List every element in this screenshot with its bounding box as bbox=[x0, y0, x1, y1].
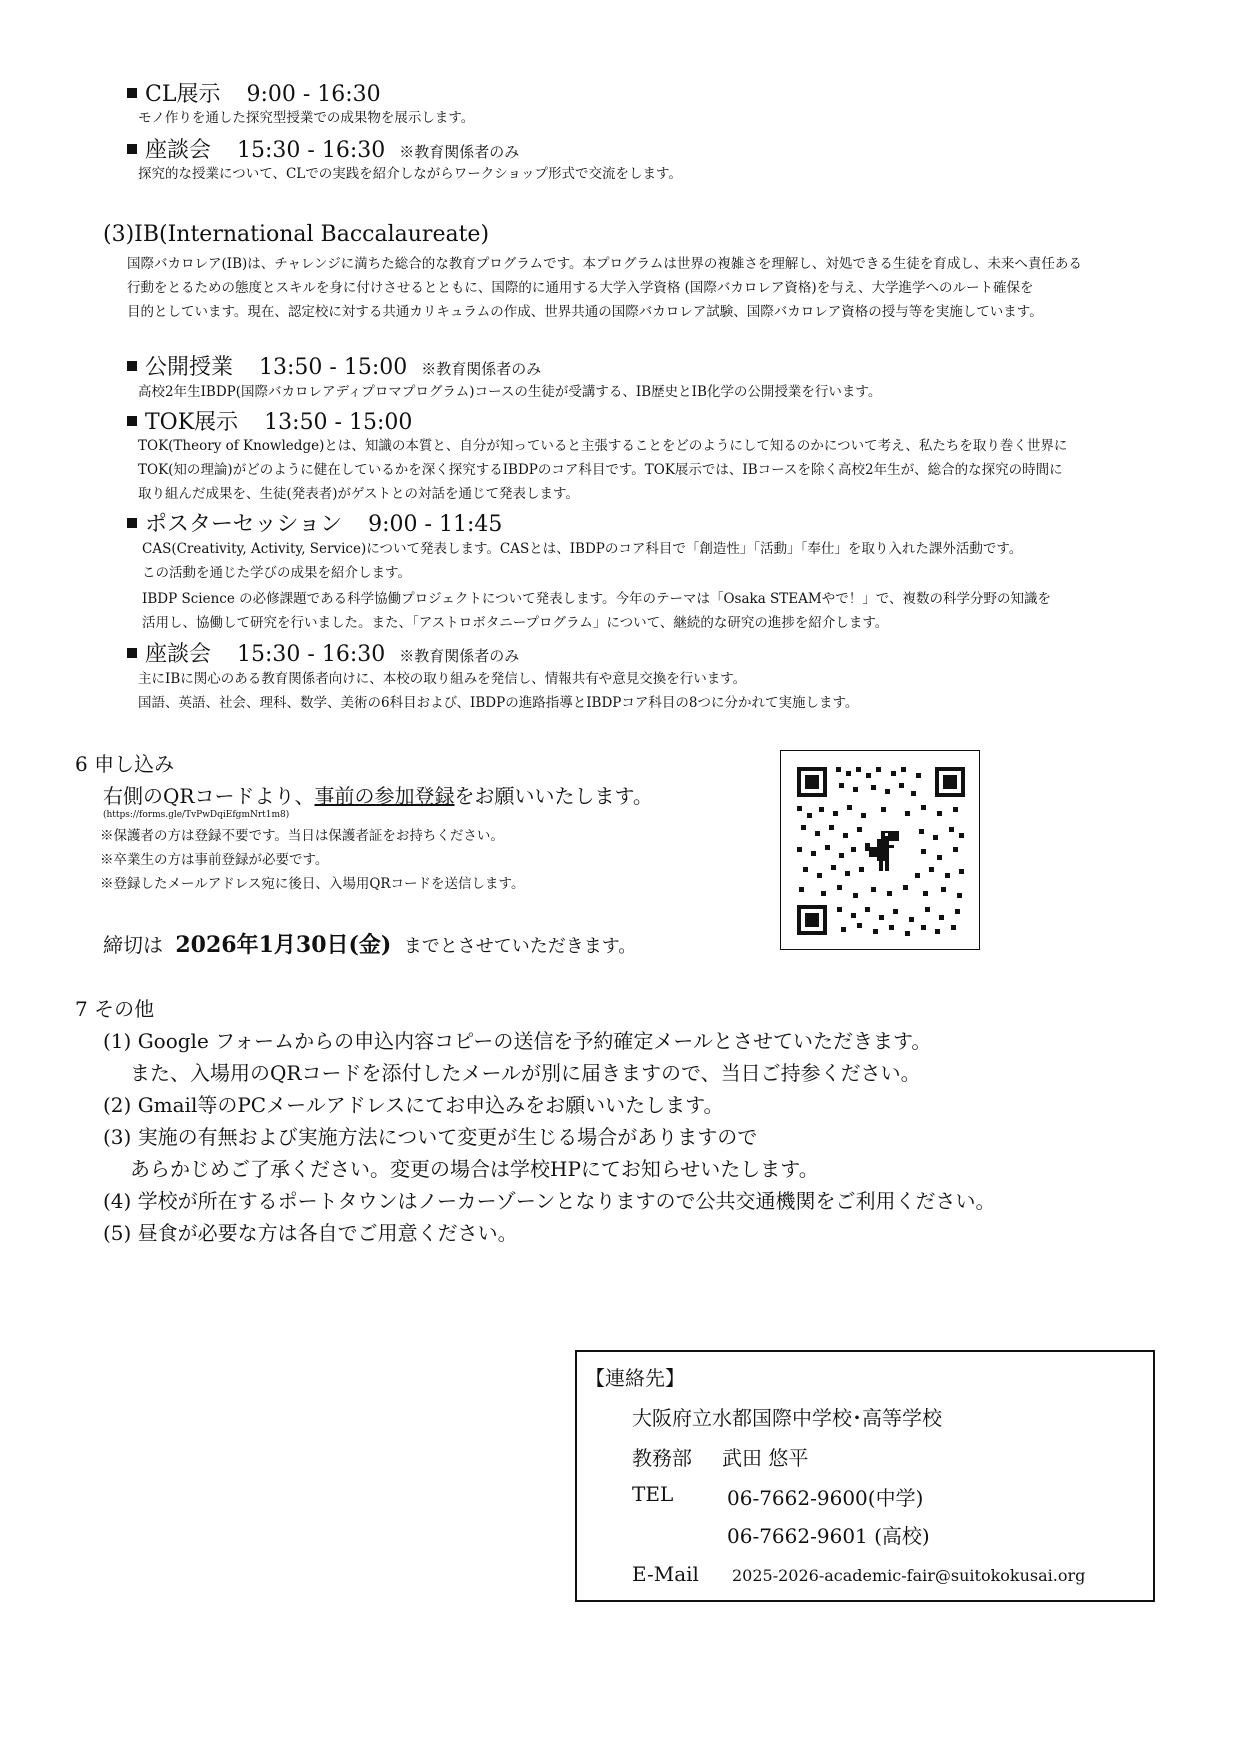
contact-dept-line bbox=[632, 1442, 808, 1471]
ib-talk-heading bbox=[127, 637, 519, 668]
qr-code-icon[interactable] bbox=[781, 751, 981, 951]
ib-poster-desc-line: CAS(Creativity, Activity, Service)について発表します。CASとは、IBDPのコア科目で「創造性」「活動」「奉仕」を取り入れた課外活動です。 bbox=[142, 541, 1023, 557]
deadline-pre: 締切は bbox=[103, 933, 163, 957]
ib-open-time: 13:50 - 15:00 bbox=[259, 355, 408, 380]
school-name: 大阪府立水都国際中学校･高等学校 bbox=[632, 1406, 942, 1430]
ib-poster-desc-line: IBDP Science の必修課題である科学協働プロジェクトについて発表します。今年のテーマは「Osaka STEAMやで！」で、複数の科学分野の知識を bbox=[142, 591, 1051, 607]
square-bullet-icon bbox=[127, 88, 137, 98]
contact-box bbox=[575, 1350, 1155, 1602]
ib-intro-line: 目的としています。現在、認定校に対する共通カリキュラムの作成、世界共通の国際バカロレア試験、国際バカロレア資格の授与等を実施しています。 bbox=[127, 304, 1043, 320]
ib-poster-desc-line: この活動を通じた学びの成果を紹介します。 bbox=[142, 565, 411, 581]
apply-note: ※登録したメールアドレス宛に後日、入場用QRコードを送信します。 bbox=[100, 876, 525, 892]
apply-line-pre: 右側のQRコードより、 bbox=[103, 784, 315, 808]
cl-talk-heading bbox=[127, 133, 519, 164]
cl-exhibit-desc: モノ作りを通した探究型授業での成果物を展示します。 bbox=[138, 110, 475, 126]
cl-exhibit-title: CL展示 bbox=[145, 82, 221, 107]
apply-line-post: をお願いいたします。 bbox=[454, 784, 653, 808]
cl-exhibit-time: 9:00 - 16:30 bbox=[246, 82, 381, 107]
ib-open-title: 公開授業 bbox=[145, 355, 234, 380]
ib-tok-desc-line: TOK(Theory of Knowledge)とは、知識の本質と、自分が知っていると主張することをどのようにして知るのかについて考え、私たちを取り巻く世界に bbox=[138, 438, 1068, 454]
square-bullet-icon bbox=[127, 144, 137, 154]
other-item: (3) 実施の有無および実施方法について変更が生じる場合がありますので bbox=[103, 1125, 758, 1149]
apply-heading: 6 申し込み bbox=[75, 752, 175, 776]
ib-poster-heading bbox=[127, 507, 502, 538]
tel-number[interactable]: 06-7662-9601 (高校) bbox=[727, 1524, 930, 1548]
email-address[interactable]: 2025-2026-academic-fair@suitokokusai.org bbox=[732, 1566, 1086, 1585]
ib-tok-time: 13:50 - 15:00 bbox=[264, 410, 413, 435]
ib-talk-title: 座談会 bbox=[145, 642, 212, 667]
square-bullet-icon bbox=[127, 416, 137, 426]
qr-code-frame bbox=[780, 750, 980, 950]
contact-label: 【連絡先】 bbox=[585, 1366, 685, 1390]
other-item-continued: あらかじめご了承ください。変更の場合は学校HPにてお知らせいたします。 bbox=[130, 1157, 819, 1181]
ib-tok-title: TOK展示 bbox=[145, 410, 239, 435]
email-label: E-Mail bbox=[632, 1562, 699, 1586]
ib-tok-desc-line: TOK(知の理論)がどのように健在しているかを深く探究するIBDPのコア科目です。TOK展示では、IBコースを除く高校2年生が、総合的な探究の時間に bbox=[138, 462, 1063, 478]
form-url[interactable]: (https://forms.gle/TvPwDqiEfgmNrt1m8) bbox=[103, 810, 290, 820]
cl-talk-time: 15:30 - 16:30 bbox=[237, 138, 386, 163]
deadline bbox=[103, 928, 636, 959]
cl-talk-note: ※教育関係者のみ bbox=[399, 143, 520, 161]
ib-open-desc: 高校2年生IBDP(国際バカロレアディプロマプログラム)コースの生徒が受講する、IB歴史とIB化学の公開授業を行います。 bbox=[138, 384, 882, 400]
deadline-date: 2026年1月30日(金) bbox=[175, 932, 392, 958]
cl-talk-title: 座談会 bbox=[145, 138, 212, 163]
ib-talk-time: 15:30 - 16:30 bbox=[237, 642, 386, 667]
tel-label: TEL bbox=[632, 1482, 674, 1506]
other-item: (1) Google フォームからの申込内容コピーの送信を予約確定メールとさせていただきます。 bbox=[103, 1029, 932, 1053]
other-item: (2) Gmail等のPCメールアドレスにてお申込みをお願いいたします。 bbox=[103, 1093, 724, 1117]
ib-heading: (3)IB(International Baccalaureate) bbox=[103, 222, 490, 247]
ib-open-note: ※教育関係者のみ bbox=[421, 360, 542, 378]
registration-link[interactable]: 事前の参加登録 bbox=[314, 784, 455, 808]
ib-intro-line: 国際バカロレア(IB)は、チャレンジに満ちた総合的な教育プログラムです。本プログラムは世界の複雑さを理解し、対処できる生徒を育成し、未来へ責任ある bbox=[127, 256, 1082, 272]
cl-talk-desc: 探究的な授業について、CLでの実践を紹介しながらワークショップ形式で交流をします。 bbox=[138, 166, 682, 182]
square-bullet-icon bbox=[127, 648, 137, 658]
other-item: (4) 学校が所在するポートタウンはノーカーゾーンとなりますので公共交通機関をご利用ください。 bbox=[103, 1189, 996, 1213]
square-bullet-icon bbox=[127, 518, 137, 528]
cl-exhibit-heading bbox=[127, 77, 381, 108]
ib-intro-line: 行動をとるための態度とスキルを身に付けさせるとともに、国際的に通用する大学入学資格 (国際バカロレア資格)を与え、大学進学へのルート確保を bbox=[127, 280, 1034, 296]
apply-note: ※卒業生の方は事前登録が必要です。 bbox=[100, 852, 329, 868]
ib-poster-desc-line: 活用し、協働して研究を行いました。また、「アストロボタニープログラム」について、継続的な研究の進捗を紹介します。 bbox=[142, 615, 889, 631]
ib-tok-desc-line: 取り組んだ成果を、生徒(発表者)がゲストとの対話を通じて発表します。 bbox=[138, 486, 579, 502]
apply-note: ※保護者の方は登録不要です。当日は保護者証をお持ちください。 bbox=[100, 828, 504, 844]
ib-tok-heading bbox=[127, 405, 412, 436]
other-item-continued: また、入場用のQRコードを添付したメールが別に届きますので、当日ご持参ください。 bbox=[130, 1061, 921, 1085]
deadline-post: までとさせていただきます。 bbox=[403, 936, 637, 957]
other-heading: 7 その他 bbox=[75, 997, 155, 1021]
ib-poster-title: ポスターセッション bbox=[145, 512, 343, 537]
ib-talk-note: ※教育関係者のみ bbox=[399, 647, 520, 665]
ib-talk-desc-line: 主にIBに関心のある教育関係者向けに、本校の取り組みを発信し、情報共有や意見交換を行います。 bbox=[138, 671, 747, 687]
tel-number[interactable]: 06-7662-9600(中学) bbox=[727, 1486, 924, 1510]
ib-talk-desc-line: 国語、英語、社会、理科、数学、美術の6科目および、IBDPの進路指導とIBDPコア科目の8つに分かれて実施します。 bbox=[138, 695, 859, 711]
square-bullet-icon bbox=[127, 361, 137, 371]
ib-poster-time: 9:00 - 11:45 bbox=[368, 512, 503, 537]
other-item: (5) 昼食が必要な方は各自でご用意ください。 bbox=[103, 1221, 518, 1245]
dinosaur-icon bbox=[865, 831, 899, 871]
apply-line bbox=[103, 780, 653, 809]
ib-open-heading bbox=[127, 350, 541, 381]
contact-person: 武田 悠平 bbox=[722, 1446, 809, 1470]
contact-dept: 教務部 bbox=[632, 1446, 692, 1470]
